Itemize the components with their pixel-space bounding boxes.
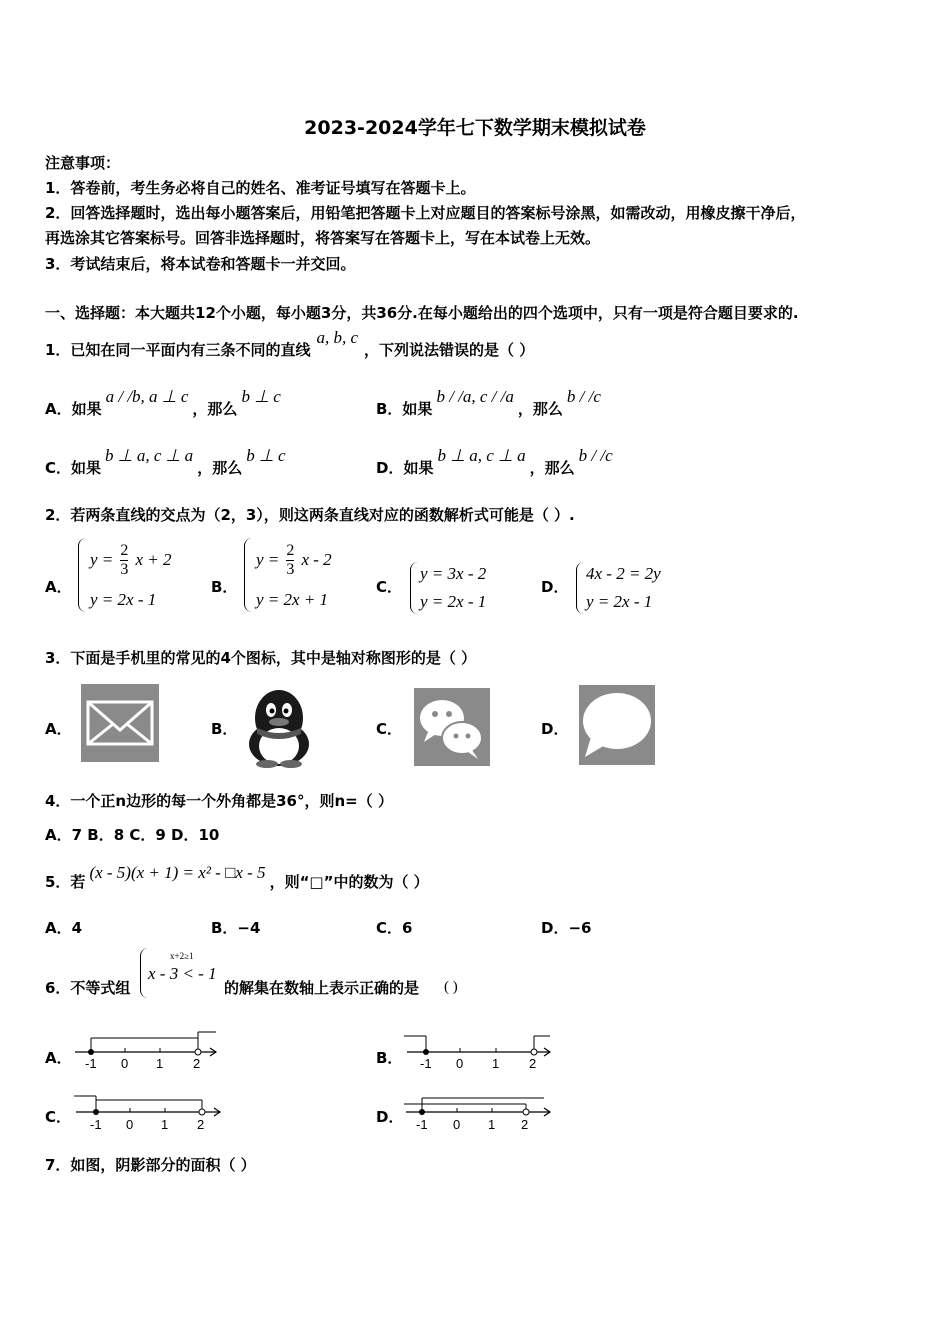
q1-option-c[interactable]: C．如果b ⊥ a, c ⊥ a，那么b ⊥ c <box>45 446 286 477</box>
q5-option-d[interactable]: D．−6 <box>541 919 592 937</box>
q3-option-c-label[interactable]: C． <box>376 720 403 738</box>
number-line <box>72 1090 232 1136</box>
tick-label: 1 <box>156 1056 164 1071</box>
q2-option-d-label[interactable]: D． <box>541 578 569 596</box>
q2-option-b-system: y = $\frac{2}{3}$ x - 2 y = 2x + 1 <box>244 538 364 614</box>
q3-option-a-label[interactable]: A． <box>45 720 72 738</box>
q5-option-c[interactable]: C．6 <box>376 919 413 937</box>
notice-item: 2．回答选择题时，选出每小题答案后，用铅笔把答题卡上对应题目的答案标号涂黑，如需改动，用橡皮擦干净后， <box>45 204 806 222</box>
q4-stem: 4．一个正n边形的每一个外角都是36°，则n=（ ） <box>45 792 393 810</box>
q6-stem-b: 的解集在数轴上表示正确的是 <box>224 979 420 997</box>
q6-option-b-label[interactable]: B． <box>376 1049 403 1067</box>
page-title: 2023-2024学年七下数学期末模拟试卷 <box>304 117 646 139</box>
tick-label: -1 <box>90 1117 102 1132</box>
tick-label: -1 <box>416 1117 428 1132</box>
q6-option-d-label[interactable]: D． <box>376 1108 404 1126</box>
tick-label: -1 <box>85 1056 97 1071</box>
q1-stem: 1．已知在同一平面内有三条不同的直线a, b, c，下列说法错误的是（ ） <box>45 328 535 359</box>
tick-label: 2 <box>197 1117 205 1132</box>
q1-option-a[interactable]: A．如果a / /b, a ⊥ c，那么b ⊥ c <box>45 387 281 418</box>
q2-option-c-label[interactable]: C． <box>376 578 403 596</box>
tick-label: -1 <box>420 1056 432 1071</box>
q3-stem: 3．下面是手机里的常见的4个图标，其中是轴对称图形的是（ ） <box>45 649 477 667</box>
q6-option-a-label[interactable]: A． <box>45 1049 72 1067</box>
section-heading: 一、选择题：本大题共12个小题，每小题3分，共36分.在每小题给出的四个选项中，只有一项是符合题目要求的. <box>45 304 799 322</box>
q7-stem: 7．如图，阴影部分的面积（ ） <box>45 1156 256 1174</box>
q2-option-a-system: y = $\frac{2}{3}$ x + 2 y = 2x - 1 <box>78 538 198 614</box>
q6-stem-a: 6．不等式组 <box>45 979 131 997</box>
q2-option-a-label[interactable]: A． <box>45 578 72 596</box>
tick-label: 0 <box>121 1056 129 1071</box>
notice-item: 1．答卷前，考生务必将自己的姓名、准考证号填写在答题卡上。 <box>45 179 476 197</box>
number-line <box>402 1030 562 1076</box>
speech-bubble-icon <box>579 685 655 765</box>
notice-item: 再选涂其它答案标号。回答非选择题时，将答案写在答题卡上，写在本试卷上无效。 <box>45 229 601 247</box>
q5-option-a[interactable]: A．4 <box>45 919 83 937</box>
tick-label: 0 <box>456 1056 464 1071</box>
q4-options[interactable]: A．7 B．8 C．9 D．10 <box>45 826 220 844</box>
q1-option-d[interactable]: D．如果b ⊥ a, c ⊥ a，那么b / /c <box>376 446 613 477</box>
q2-stem: 2．若两条直线的交点为（2，3），则这两条直线对应的函数解析式可能是（ ）. <box>45 506 575 524</box>
number-line <box>402 1090 562 1136</box>
tick-label: 2 <box>193 1056 201 1071</box>
number-line <box>70 1028 230 1074</box>
tick-label: 1 <box>492 1056 500 1071</box>
q2-option-c-system: y = 3x - 2 y = 2x - 1 <box>410 562 520 616</box>
notice-heading: 注意事项： <box>45 154 121 172</box>
tick-label: 0 <box>126 1117 134 1132</box>
q1-option-b[interactable]: B．如果b / /a, c / /a，那么b / /c <box>376 387 601 418</box>
chat-bubbles-icon <box>414 688 490 766</box>
q2-option-b-label[interactable]: B． <box>211 578 238 596</box>
q6-option-c-label[interactable]: C． <box>45 1108 72 1126</box>
q5-option-b[interactable]: B．−4 <box>211 919 261 937</box>
notice-item: 3．考试结束后，将本试卷和答题卡一并交回。 <box>45 255 356 273</box>
tick-label: 1 <box>488 1117 496 1132</box>
envelope-icon <box>81 684 159 762</box>
tick-label: 0 <box>453 1117 461 1132</box>
tick-label: 1 <box>161 1117 169 1132</box>
tick-label: 2 <box>529 1056 537 1071</box>
tick-label: 2 <box>521 1117 529 1132</box>
penguin-icon <box>243 688 315 768</box>
q6-answer-paren: ( ) <box>444 979 458 995</box>
q3-option-d-label[interactable]: D． <box>541 720 569 738</box>
q6-inequality-system: x+2≥1 x - 3 < - 1 <box>140 948 225 1000</box>
q2-option-d-system: 4x - 2 = 2y y = 2x - 1 <box>576 562 686 616</box>
q3-option-b-label[interactable]: B． <box>211 720 238 738</box>
q5-stem: 5．若 (x - 5)(x + 1) = x² - □x - 5 ，则“□”中的数为（ ） <box>45 863 429 891</box>
